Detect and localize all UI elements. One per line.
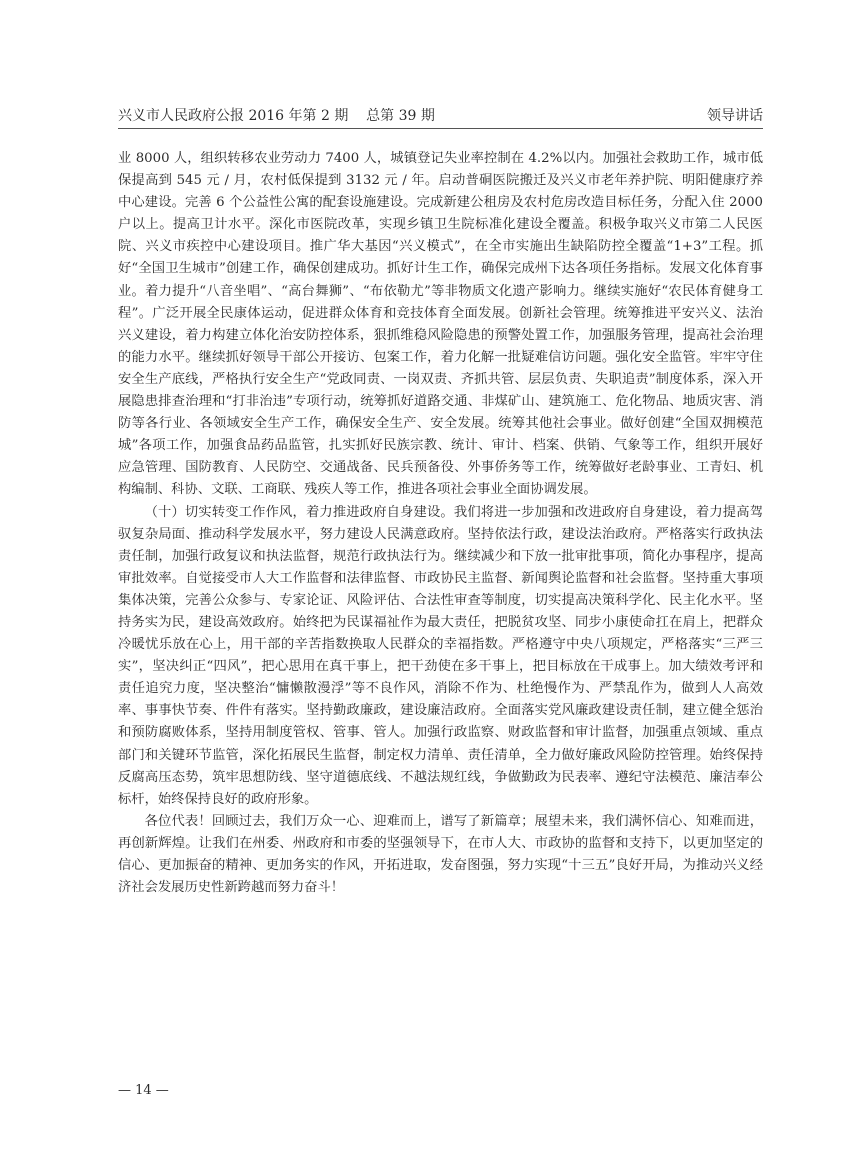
section-label: 领导讲话 — [707, 108, 763, 124]
article-body — [118, 148, 763, 899]
paragraph-government-building — [118, 502, 763, 811]
page-header — [118, 104, 763, 129]
page-number: — 14 — — [118, 1083, 169, 1098]
publication-title: 兴义市人民政府公报 2016 年第 2 期 总第 39 期 — [118, 108, 435, 124]
paragraph-social-affairs: 业 8000 人，组织转移农业劳动力 7400 人，城镇登记失业率控制在 4.2%以内。加强社会救助工作，城市低保提高到 545 元 / 月，农村低保提到 3132 元 / 年。启动普硐医院搬迁及兴义市老年养护院、明阳健康疗养中心建设。完善 6 个公益性公寓的配套设施建设。完成新建公租房及农村危房改造目标任务，分配入住 2000 户以上。提高卫计水平。深化市医院改革，实现乡镇卫生院标准化建设全覆盖。积极争取兴义市第二人民医院、兴义市疾控中心建设项目。推广华大基因“兴义模式”，在全市实施出生缺陷防控全覆盖“1+3”工程。抓好“全国卫生城市”创建工作，确保创建成功。抓好计生工作，确保完成州下达各项任务指标。发展文化体育事业。着力提升“八音坐唱”、“高台舞狮”、“布依勒尤”等非物质文化遗产影响力。继续实施好“农民体育健身工程”。广泛开展全民康体运动，促进群众体育和竞技体育全面发展。创新社会管理。统筹推进平安兴义、法治兴义建设，着力构建立体化治安防控体系，狠抓维稳风险隐患的预警处置工作，加强服务管理，提高社会治理的能力水平。继续抓好领导干部公开接访、包案工作，着力化解一批疑难信访问题。强化安全监管。牢牢守住安全生产底线，严格执行安全生产“党政同责、一岗双责、齐抓共管、层层负责、失职追责”制度体系，深入开展隐患排查治理和“打非治违”专项行动，统筹抓好道路交通、非煤矿山、建筑施工、危化物品、地质灾害、消防等各行业、各领域安全生产工作，确保安全生产、安全发展。统筹其他社会事业。做好创建“全国双拥模范城”各项工作，加强食品药品监管，扎实抓好民族宗教、统计、审计、档案、供销、气象等工作，组织开展好应急管理、国防教育、人民防空、交通战备、民兵预备役、外事侨务等工作，统筹做好老龄事业、工青妇、机构编制、科协、文联、工商联、残疾人等工作，推进各项社会事业全面协调发展。 — [118, 151, 763, 498]
paragraph-text: 我们将进一步加强和改进政府自身建设，着力提高驾驭复杂局面、推动科学发展水平，努力建设人民满意政府。坚持依法行政，建设法治政府。严格落实行政执法责任制，加强行政复议和执法监督，规范行政执法行为。继续减少和下放一批审批事项，简化办事程序，提高审批效率。自觉接受市人大工作监督和法律监督、市政协民主监督、新闻舆论监督和社会监督。坚持重大事项集体决策，完善公众参与、专家论证、风险评估、合法性审查等制度，切实提高决策科学化、民主化水平。坚持务实为民，建设高效政府。始终把为民谋福祉作为最大责任，把脱贫攻坚、同步小康使命扛在肩上，把群众冷暖忧乐放在心上，用干部的辛苦指数换取人民群众的幸福指数。严格遵守中央八项规定，严格落实“三严三实”，坚决纠正“四风”，把心思用在真干事上，把干劲使在多干事上，把目标放在干成事上。加大绩效考评和责任追究力度，坚决整治“慵懒散漫浮”等不良作风，消除不作为、杜绝慢作为、严禁乱作为，做到人人高效率、事事快节奏、件件有落实。坚持勤政廉政，建设廉洁政府。全面落实党风廉政建设责任制，建立健全惩治和预防腐败体系，坚持用制度管权、管事、管人。加强行政监察、财政监督和审计监督，加强重点领域、重点部门和关键环节监管，深化拓展民生监督，制定权力清单、责任清单，全力做好廉政风险防控管理。始终保持反腐高压态势，筑牢思想防线、坚守道德底线、不越法规红线，争做勤政为民表率、遵纪守法模范、廉洁奉公标杆，始终保持良好的政府形象。 — [118, 504, 764, 807]
section-heading: （十）切实转变工作作风，着力推进政府自身建设。 — [144, 504, 454, 520]
paragraph-closing: 各位代表！回顾过去，我们万众一心、迎难而上，谱写了新篇章；展望未来，我们满怀信心、知难而进，再创新辉煌。让我们在州委、州政府和市委的坚强领导下，在市人大、市政协的监督和支持下，以更加坚定的信心、更加振奋的精神、更加务实的作风，开拓进取，发奋图强，努力实现“十三五”良好开局，为推动兴义经济社会发展历史性新跨越而努力奋斗！ — [118, 813, 763, 896]
